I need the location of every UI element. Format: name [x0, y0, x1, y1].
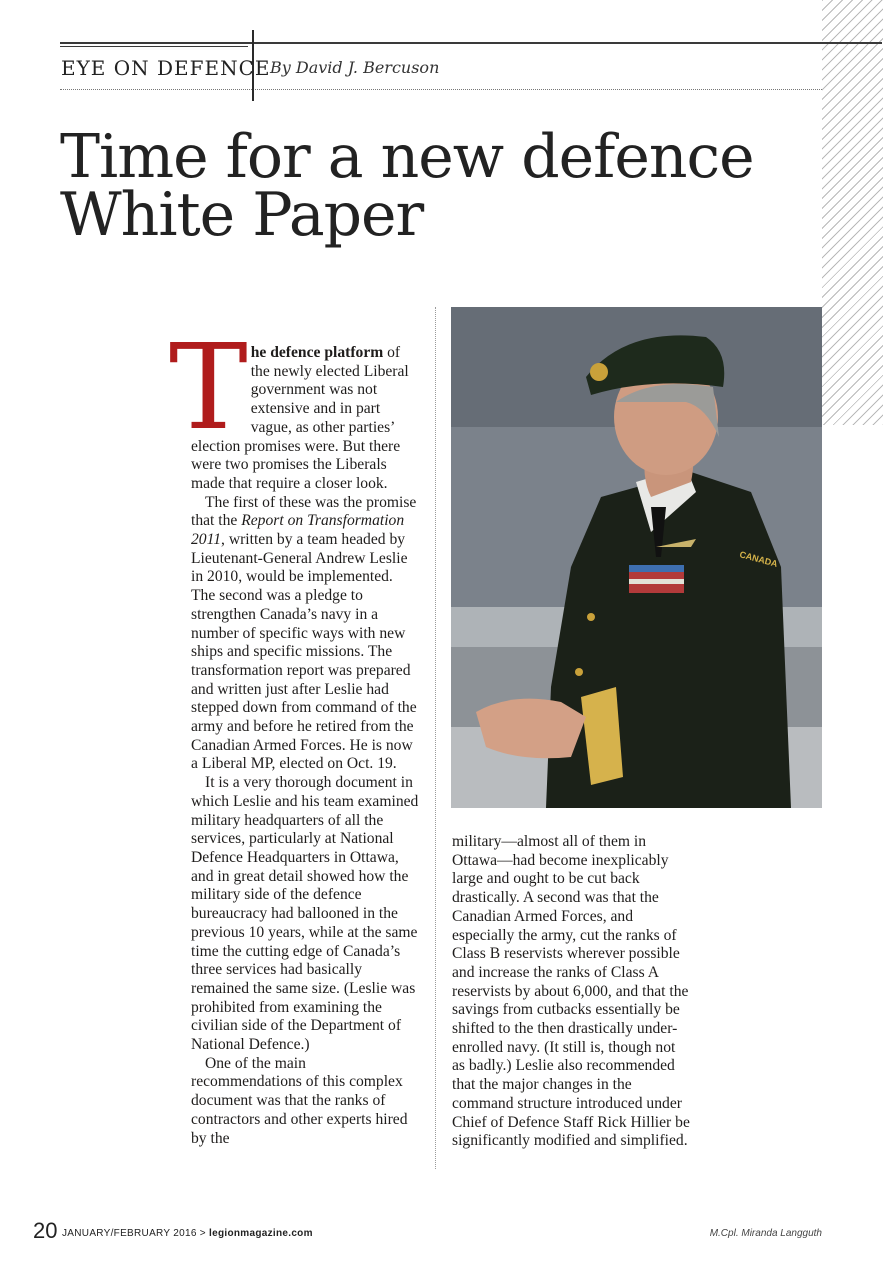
column-2-text: military—almost all of them in Ottawa—had become inexplicably large and ought to be cut back drastically. A second was that the Canadian Armed Forces, and especially the army, cut the ranks of Class B reservists wherever possible and increase the ranks of Class A reservists by about 6,000, and that the savings from cutbacks essentially be shifted to the then drastically under-enrolled navy. (It still is, though not as badly.) Leslie also recommended that the major changes in the command structure introduced under Chief of Defence Staff Rick Hillier be significantly modified and simplified. — [452, 833, 690, 1150]
paragraph-3: It is a very thorough document in which Leslie and his team examined military headquarters of all the services, particularly at National Defence Headquarters in Ottawa, and in great detail showed how the military side of the defence bureaucracy had ballooned in the previous 10 years, while at the same time the cutting edge of Canada’s three services had basically remained the same size. (Leslie was prohibited from examining the civilian side of the Department of National Defence.) — [191, 774, 419, 1054]
byline: By David J. Bercuson — [270, 58, 440, 77]
report-title: Report on Transformation 2011 — [191, 512, 405, 549]
article-photo — [451, 307, 822, 808]
header-dotted-rule — [60, 89, 822, 90]
article-column-2 — [452, 833, 692, 1151]
issue-date: JANUARY/FEBRUARY 2016 — [62, 1228, 197, 1239]
section-label: EYE ON DEFENCE — [61, 56, 271, 80]
officer-photo-illustration — [451, 307, 822, 808]
paragraph-2-text-a: The first of these was the promise that the — [191, 493, 417, 530]
headline: Time for a new defence White Paper — [60, 122, 754, 250]
website-link[interactable]: legionmagazine.com — [209, 1228, 313, 1239]
header-rule — [60, 42, 882, 44]
paragraph-4: One of the main recommendations of this complex document was that the ranks of contractors and other experts hired by the — [191, 1054, 408, 1147]
lead-in: he defence platform — [250, 344, 384, 361]
paragraph-2-text-b: , written by a team headed by Lieutenant-General Andrew Leslie in 2010, would be implemented. The second was a pledge to strengthen Canada’s navy in a number of specific ways with new ships and specific missions. The transformation report was prepared and written just after Leslie had stepped down from command of the army and before he retired from the Canadian Armed Forces. He is now a Liberal MP, elected on Oct. 19. — [191, 531, 417, 773]
shoulder-title: CANADA — [738, 549, 779, 570]
paragraph-1-text: of the newly elected Liberal government was not extensive and in part vague, as other parties’ election promises were. But there were two promises the Liberals made that require a closer look. — [191, 344, 409, 492]
paragraph-2 — [191, 494, 419, 775]
photo-credit: M.Cpl. Miranda Langguth — [709, 1228, 822, 1239]
column-divider — [435, 307, 436, 1169]
footer-separator: > — [199, 1228, 206, 1239]
page-number: 20 — [33, 1218, 58, 1243]
paragraph-1 — [169, 318, 419, 494]
header-rule-secondary — [60, 46, 248, 47]
drop-cap: T — [169, 318, 248, 456]
article-column-1 — [169, 318, 419, 1148]
footer-issue — [62, 1228, 313, 1239]
hatch-pattern — [822, 0, 883, 425]
